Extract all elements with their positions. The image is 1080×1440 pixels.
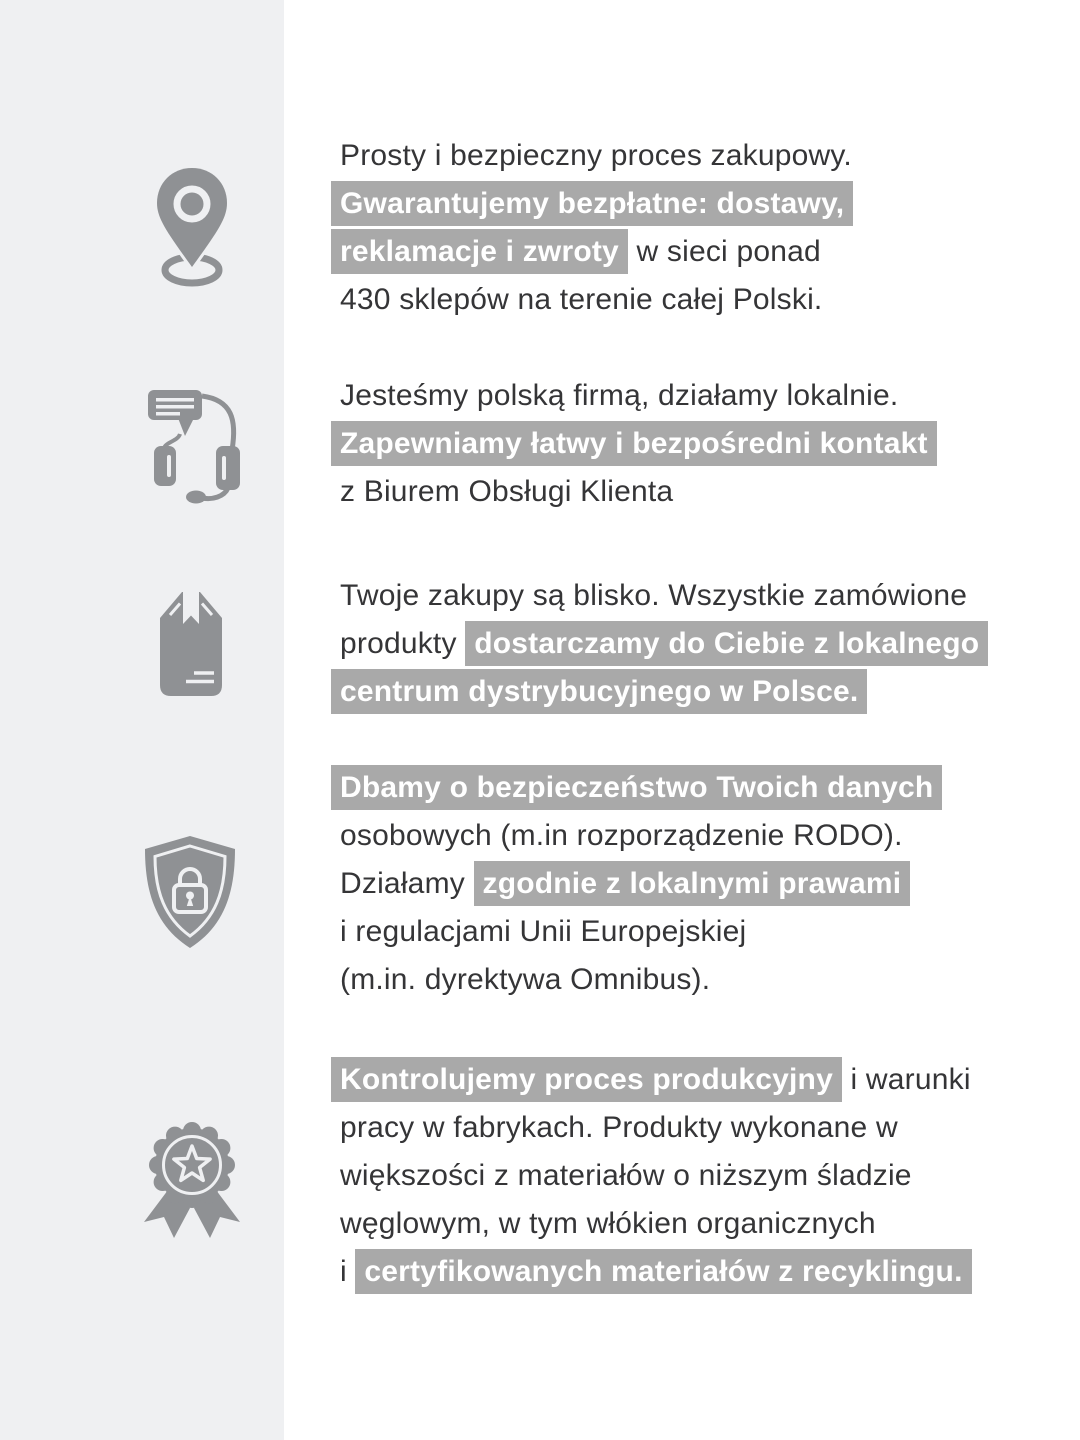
plain-text: pracy w fabrykach. Produkty wykonane w bbox=[340, 1111, 898, 1144]
text-line bbox=[340, 276, 853, 324]
benefit-customer-service bbox=[340, 372, 937, 516]
text-line bbox=[340, 372, 937, 420]
text-line bbox=[340, 812, 942, 860]
highlighted-text: reklamacje i zwroty bbox=[331, 229, 628, 274]
highlighted-text: Kontrolujemy proces produkcyjny bbox=[331, 1057, 842, 1102]
text-line bbox=[340, 668, 988, 716]
shield-lock-icon bbox=[134, 832, 246, 952]
plain-text: węglowym, w tym włókien organicznych bbox=[340, 1207, 876, 1240]
plain-text: i bbox=[340, 1255, 356, 1288]
plain-text: z Biurem Obsługi Klienta bbox=[340, 475, 674, 508]
benefit-production-control bbox=[340, 1056, 972, 1296]
text-line bbox=[340, 420, 937, 468]
text-line bbox=[340, 764, 942, 812]
text-line bbox=[340, 180, 853, 228]
highlighted-text: zgodnie z lokalnymi prawami bbox=[474, 861, 911, 906]
benefit-local-distribution bbox=[340, 572, 988, 716]
text-line bbox=[340, 1104, 972, 1152]
highlighted-text: Zapewniamy łatwy i bezpośredni kontakt bbox=[331, 421, 937, 466]
highlighted-text: certyfikowanych materiałów z recyklingu. bbox=[355, 1249, 971, 1294]
award-badge-icon bbox=[134, 1110, 250, 1240]
text-line bbox=[340, 1152, 972, 1200]
plain-text: osobowych (m.in rozporządzenie RODO). bbox=[340, 819, 903, 852]
plain-text: (m.in. dyrektywa Omnibus). bbox=[340, 963, 711, 996]
benefit-data-security bbox=[340, 764, 942, 1004]
plain-text: 430 sklepów na terenie całej Polski. bbox=[340, 283, 823, 316]
text-line bbox=[340, 468, 937, 516]
text-line bbox=[340, 228, 853, 276]
highlighted-text: Gwarantujemy bezpłatne: dostawy, bbox=[331, 181, 853, 226]
headset-chat-icon bbox=[140, 384, 250, 504]
highlighted-text: centrum dystrybucyjnego w Polsce. bbox=[331, 669, 867, 714]
text-line bbox=[340, 1200, 972, 1248]
plain-text: i regulacjami Unii Europejskiej bbox=[340, 915, 747, 948]
text-line bbox=[340, 1056, 972, 1104]
text-line bbox=[340, 572, 988, 620]
plain-text: w sieci ponad bbox=[627, 235, 821, 268]
text-line bbox=[340, 956, 942, 1004]
plain-text: Jesteśmy polską firmą, działamy lokalnie. bbox=[340, 379, 899, 412]
plain-text: większości z materiałów o niższym śladzie bbox=[340, 1159, 912, 1192]
highlighted-text: dostarczamy do Ciebie z lokalnego bbox=[465, 621, 988, 666]
plain-text: Prosty i bezpieczny proces zakupowy. bbox=[340, 139, 852, 172]
benefit-free-delivery bbox=[340, 132, 853, 324]
plain-text: Twoje zakupy są blisko. Wszystkie zamówione bbox=[340, 579, 968, 612]
plain-text: i warunki bbox=[841, 1063, 971, 1096]
highlighted-text: Dbamy o bezpieczeństwo Twoich danych bbox=[331, 765, 942, 810]
text-line bbox=[340, 908, 942, 956]
text-line bbox=[340, 620, 988, 668]
text-line bbox=[340, 1248, 972, 1296]
text-line bbox=[340, 132, 853, 180]
location-pin-icon bbox=[150, 166, 234, 290]
package-icon bbox=[148, 588, 234, 700]
text-line bbox=[340, 860, 942, 908]
plain-text: produkty bbox=[340, 627, 466, 660]
plain-text: Działamy bbox=[340, 867, 474, 900]
